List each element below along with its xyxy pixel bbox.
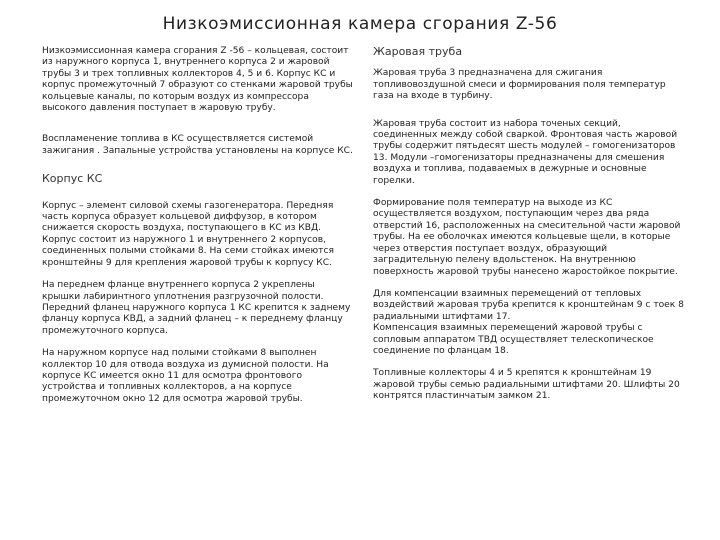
paragraph-temperature-field: Формирование поля температур на выходе из КС осуществляется воздухом, поступающим через два ряда отверстий 16, расположенных на смесительной части жаровой трубы. На ее оболочках имеются кольцевые щели, в которые через отверстия поступает воздух, образующий заградительную пелену вдольстенок. На внутреннюю поверхность жаровой трубы нанесено жаростойкое покрытие. [373,198,681,277]
paragraph-ignition: Воспламенение топлива в КС осуществляется системой зажигания . Запальные устройства установлены на корпусе КС. [42,134,353,156]
paragraph-overview: Низкоэмиссионная камера сгорания Z -56 – кольцевая, состоит из наружного корпуса 1, внутреннего корпуса 2 и жаровой трубы 3 и трех топливных коллекторов 4, 5 и 6. Корпус КС и корпус промежуточный 7 образуют со стенками жаровой трубы кольцевые каналы, по которым воздух из компрессора высокого давления поступает в жаровую трубу. [42,46,353,114]
paragraph-compensation-mount: Для компенсации взаимных перемещений от тепловых воздействий жаровая труба крепится к кронштейнам 9 с тоек 8 радиальными штифтами 17. [373,288,684,322]
right-column [373,46,685,403]
section-heading-liner: Жаровая труба [373,45,463,58]
paragraph-liner-structure: Жаровая труба состоит из набора точеных секций, соединенных между собой сваркой. Фронтовая часть жаровой трубы содержит пятьдесят шесть модулей – гомогенизаторов 13. Модули –гомогенизаторы предназначены для смешения воздуха и топлива, подаваемых в дежурные и основные горелки. [373,118,678,186]
paragraph-fuel-collectors: Топливные коллекторы 4 и 5 крепятся к кронштейнам 19 жаровой трубы семью радиальными штифтами 20. Шлифты 20 контрятся пластинчатым замком 21. [373,368,680,402]
paragraph-compensation-telescopic: Компенсация взаимных перемещений жаровой трубы с сопловым аппаратом ТВД осуществляет телескопическое соединение по фланцам 18. [373,323,654,356]
paragraph-casing-role: Корпус – элемент силовой схемы газогенератора. Передняя часть корпуса образует кольцевой диффузор, в котором снижается скорость воздуха, поступающего в КС из КВД. [42,200,334,234]
section-heading-casing: Корпус КС [42,172,103,186]
page-title: Низкоэмиссионная камера сгорания Z-56 [162,14,558,34]
left-column [42,46,354,405]
paragraph-liner-purpose: Жаровая труба 3 предназначена для сжигания топливовоздушной смеси и формирования поля температур газа на входе в турбину. [373,68,666,102]
paragraph-flanges: На переднем фланце внутреннего корпуса 2 укреплены крышки лабиринтного уплотнения разгрузочной полости. Передний фланец наружного корпуса 1 КС крепится к заднему фланцу корпуса КВД, а задний фланец – к переднему фланцу промежуточного корпуса. [42,280,351,336]
paragraph-casing-structure: Корпус состоит из наружного 1 и внутреннего 2 корпусов, соединенных полыми стойками 8. На семи стойках имеются кронштейны 9 для крепления жаровой трубы к корпусу КС. [42,234,334,268]
paragraph-outer-casing: На наружном корпусе над полыми стойками 8 выполнен коллектор 10 для отвода воздуха из думисной полости. На корпусе КС имеется окно 11 для осмотра фронтового устройства и топливных коллекторов, а на корпусе промежуточном окно 12 для осмотра жаровой трубы. [42,348,329,404]
